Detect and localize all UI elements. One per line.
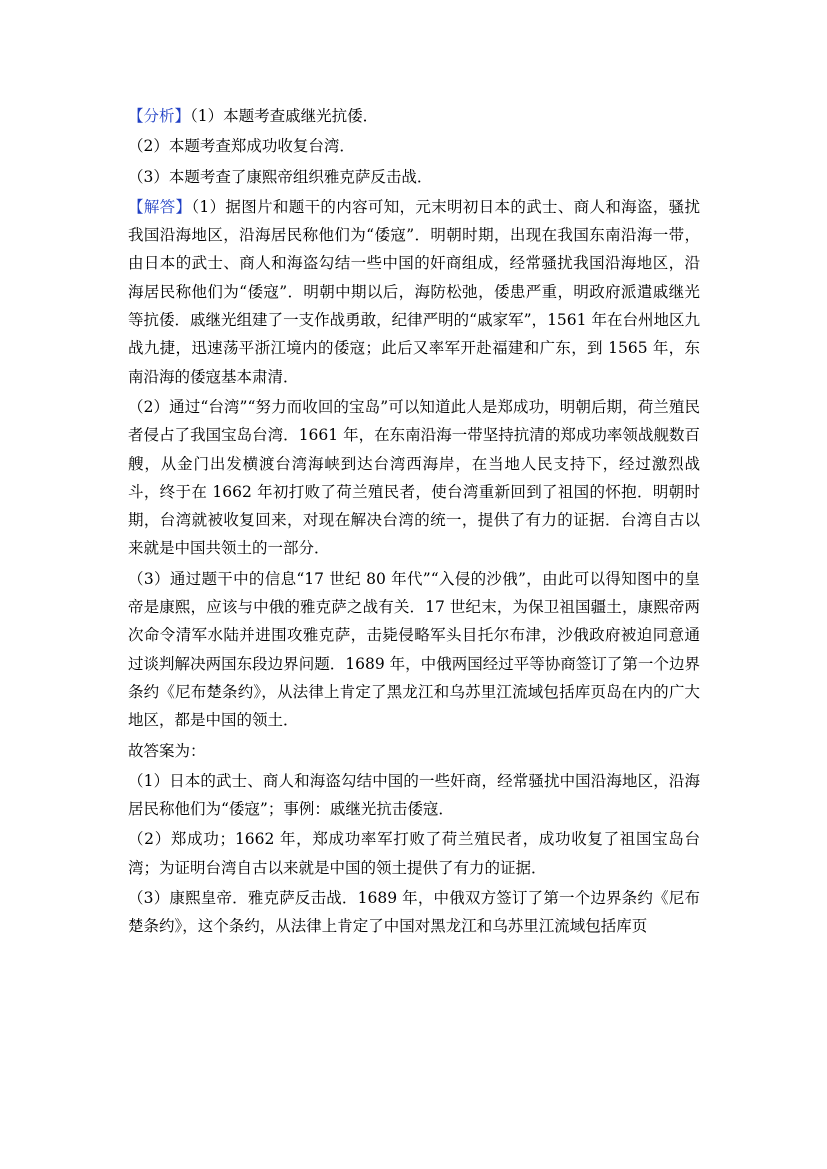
analysis-item-3: （3）本题考查了康熙帝组织雅克萨反击战． [128,167,433,186]
solution-text-1: （1）据图片和题干的内容可知，元末明初日本的武士、商人和海盗，骚扰我国沿海地区，沿海居民称他们为“倭寇”．明朝时期，出现在我国东南沿海一带，由日本的武士、商人和海盗勾结一些中国的奸商组成，经常骚扰我国沿海地区，沿海居民称他们为“倭寇”．明朝中期以后，海防松弛，倭患严重，明政府派遣戚继光等抗倭．戚继光组建了一支作战勇敢，纪律严明的“戚家军”，1561 年在台州地区九战九捷，迅速荡平浙江境内的倭寇；此后又率军开赴福建和广东，到 1565 年，东南沿海的倭寇基本肃清． [128,197,700,386]
analysis-line-1 [128,102,700,130]
solution-paragraph-2: （2）通过“台湾”“努力而收回的宝岛”可以知道此人是郑成功，明朝后期，荷兰殖民者侵占了我国宝岛台湾．1661 年，在东南沿海一带坚持抗清的郑成功率领战舰数百艘，从金门出发横渡台湾海峡到达台湾西海岸，在当地人民支持下，经过激烈战斗，终于在 1662 年初打败了荷兰殖民者，使台湾重新回到了祖国的怀抱．明朝时期，台湾就被收复回来，对现在解决台湾的统一，提供了有力的证据．台湾自古以来就是中国共领土的一部分． [128,397,700,558]
solution-paragraph-3: （3）通过题干中的信息“17 世纪 80 年代”“入侵的沙俄”，由此可以得知图中的皇帝是康熙，应该与中俄的雅克萨之战有关．17 世纪末，为保卫祖国疆土，康熙帝两次命令清军水陆并进围攻雅克萨，击毙侵略军头目托尔布津，沙俄政府被迫同意通过谈判解决两国东段边界问题．1689 年，中俄两国经过平等协商签订了第一个边界条约《尼布楚条约》，从法律上肯定了黑龙江和乌苏里江流域包括库页岛在内的广大地区，都是中国的领土． [128,569,700,730]
answer-item-2: （2）郑成功；1662 年，郑成功率军打败了荷兰殖民者，成功收复了祖国宝岛台湾；为证明台湾自古以来就是中国的领土提供了有力的证据． [128,830,700,877]
solution-paragraph-1 [128,193,700,391]
answer-item-3: （3）康熙皇帝．雅克萨反击战．1689 年，中俄双方签订了第一个边界条约《尼布楚条约》，这个条约，从法律上肯定了中国对黑龙江和乌苏里江流域包括库页 [128,889,700,936]
document-content [128,102,700,943]
analysis-item-1: （1）本题考查戚继光抗倭． [190,107,379,125]
solution-tag: 【解答】 [128,197,192,216]
answer-intro: 故答案为： [128,741,206,760]
analysis-item-2: （2）本题考查郑成功收复台湾． [128,137,355,156]
answer-item-1: （1）日本的武士、商人和海盗勾结中国的一些奸商，经常骚扰中国沿海地区，沿海居民称他们为“倭寇”；事例：戚继光抗击倭寇． [128,771,700,819]
analysis-tag: 【分析】 [128,107,191,125]
